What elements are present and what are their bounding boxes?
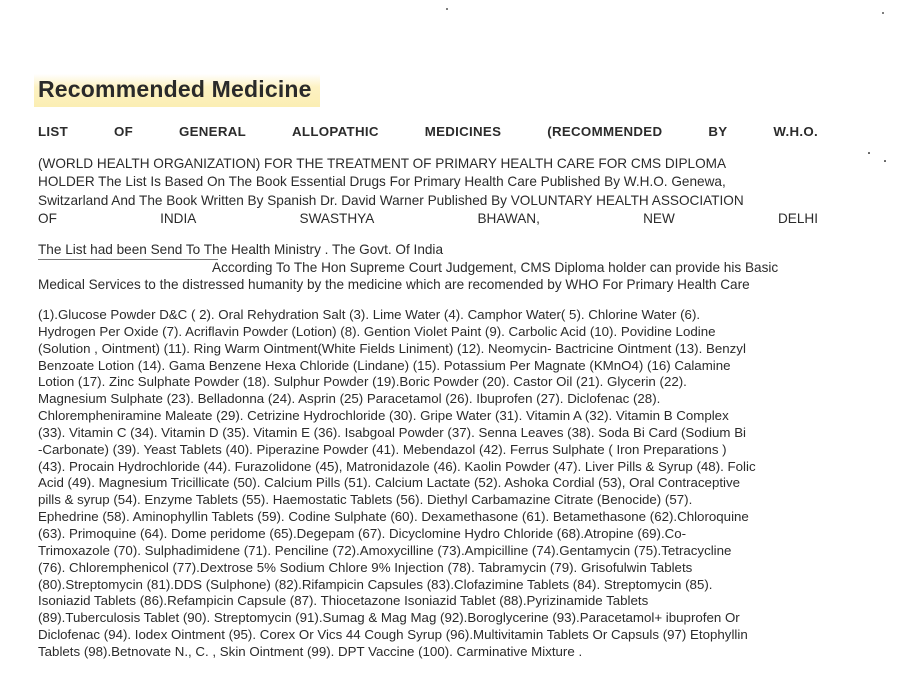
scan-speck (868, 152, 870, 154)
scan-speck (884, 160, 886, 162)
intro-paragraph (38, 155, 822, 229)
note-line: The List had been Send To The Health Ministry . The Govt. Of India (38, 242, 444, 257)
medicine-list-line: (43). Procain Hydrochloride (44). Furazolidone (45), Matronidazole (46). Kaolin Powder (47). Liver Pills & Syrup (48). Folic (38, 458, 756, 474)
medicine-list-line: -Carbonate) (39). Yeast Tablets (40). Piperazine Powder (41). Mebendazol (42). Ferrus Sulphate ( Iron Preparations ) (38, 441, 727, 457)
intro-word: BHAWAN, (477, 211, 540, 227)
medicine-list-line: Hydrogen Per Oxide (7). Acriflavin Powder (Lotion) (8). Gention Violet Paint (9). Carbolic Acid (10). Povidine Lodine (38, 323, 716, 339)
medicine-list-line: (Solution , Ointment) (11). Ring Warm Ointment(White Fields Liniment) (12). Neomycin- Bactricine Ointment (13). Benzyl (38, 340, 746, 356)
medicine-list-line: Isoniazid Tablets (86).Refampicin Capsule (87). Thiocetazone Isoniazid Tablet (88).Pyrizinamide Tablets (38, 593, 649, 609)
medicine-list-line: Trimoxazole (70). Sulphadimidene (71). Penciline (72).Amoxycilline (73).Ampicilline (74).Gentamycin (75).Tetracycline (38, 542, 732, 558)
intro-word: SWASTHYA (299, 211, 375, 227)
medicine-list-line: Ephedrine (58). Aminophyllin Tablets (59). Codine Sulphate (60). Dexamethasone (61). Betamethasone (62).Chloroquine (38, 509, 749, 525)
medicine-list-line: Benzoate Lotion (14). Gama Benzene Hexa Chloride (Lindane) (15). Potassium Per Magnate (KMnO4) (16) Calamine (38, 357, 731, 373)
intro-line: (WORLD HEALTH ORGANIZATION) FOR THE TREATMENT OF PRIMARY HEALTH CARE FOR CMS DIPLOMA (38, 156, 727, 171)
intro-word: NEW (643, 211, 675, 227)
list-title (38, 124, 818, 139)
list-title-word: GENERAL (178, 124, 247, 139)
document-heading: Recommended Medicine (34, 74, 320, 107)
medicine-list-line: (33). Vitamin C (34). Vitamin D (35). Vitamin E (36). Isabgoal Powder (37). Senna Leaves (38). Soda Bi Card (Sodium Bi (38, 424, 747, 440)
scan-speck (446, 8, 448, 10)
list-title-word: (RECOMMENDED (547, 124, 663, 139)
intro-line: HOLDER The List Is Based On The Book Essential Drugs For Primary Health Care Published By W.H.O. Genewa, (38, 174, 726, 190)
scan-speck (882, 12, 884, 14)
list-title-word: MEDICINES (424, 124, 502, 139)
intro-word: OF (38, 211, 57, 227)
medicine-list (38, 307, 820, 661)
note-paragraph (38, 241, 818, 294)
medicine-list-line: Tablets (98).Betnovate N., C. , Skin Ointment (99). DPT Vaccine (100). Carminative Mixture . (38, 643, 583, 659)
medicine-list-line: Magnesium Sulphate (23). Belladonna (24). Asprin (25) Paracetamol (26). Ibuprofen (27). Diclofenac (28). (38, 391, 661, 407)
list-title-word: LIST (38, 124, 69, 139)
list-title-word: W.H.O. (773, 124, 818, 139)
intro-word: DELHI (777, 211, 818, 227)
list-title-word: ALLOPATHIC (292, 124, 379, 139)
intro-line: Switzarland And The Book Written By Spanish Dr. David Warner Published By VOLUNTARY HEALTH ASSOCIATION (38, 192, 744, 208)
medicine-list-line: (76). Chloremphenicol (77).Dextrose 5% Sodium Chlore 9% Injection (78). Tabramycin (79). Grisofulwin Tablets (38, 559, 693, 575)
medicine-list-line: (89).Tuberculosis Tablet (90). Streptomycin (91).Sumag & Mag Mag (92).Boroglycerine (93).Paracetamol+ ibuprofen Or (38, 610, 740, 626)
intro-word: INDIA (160, 211, 197, 227)
medicine-list-line: Diclofenac (94). Iodex Ointment (95). Corex Or Vics 44 Cough Syrup (96).Multivitamin Tablets Or Capsuls (97) Etophyllin (38, 627, 748, 643)
medicine-list-line: Chlorempheniramine Maleate (29). Cetrizine Hydrochloride (30). Gripe Water (31). Vitamin A (32). Vitamin B Complex (38, 408, 729, 424)
note-line: According To The Hon Supreme Court Judgement, CMS Diploma holder can provide his Basic (212, 259, 779, 275)
medicine-list-line: pills & syrup (54). Enzyme Tablets (55). Haemostatic Tablets (56). Diethyl Carbamazine Citrate (Benocide) (57). (38, 492, 693, 508)
medicine-list-line: (80).Streptomycin (81).DDS (Sulphone) (82).Rifampicin Capsules (83).Clofazimine Tablets (84). Streptomycin (85). (38, 576, 713, 592)
medicine-list-line: (63). Primoquine (64). Dome peridome (65).Degepam (67). Dicyclomine Hydro Chloride (68).Atropine (69).Co- (38, 525, 687, 541)
list-title-word: BY (708, 124, 728, 139)
medicine-list-line: Acid (49). Magnesium Tricillicate (50). Calcium Pills (51). Calcium Lactate (52). Ashoka Cordial (53), Oral Contraceptive (38, 475, 741, 491)
medicine-list-line: Lotion (17). Zinc Sulphate Powder (18). Sulphur Powder (19).Boric Powder (20). Castor Oil (21). Glycerin (22). (38, 374, 687, 390)
medicine-list-line: (1).Glucose Powder D&C ( 2). Oral Rehydration Salt (3). Lime Water (4). Camphor Water( 5). Chlorine Water (6). (38, 307, 701, 322)
intro-last-line (38, 210, 818, 228)
list-title-word: OF (113, 124, 134, 139)
note-line: Medical Services to the distressed humanity by the medicine which are recomended by WHO For Primary Health Care (38, 277, 750, 292)
